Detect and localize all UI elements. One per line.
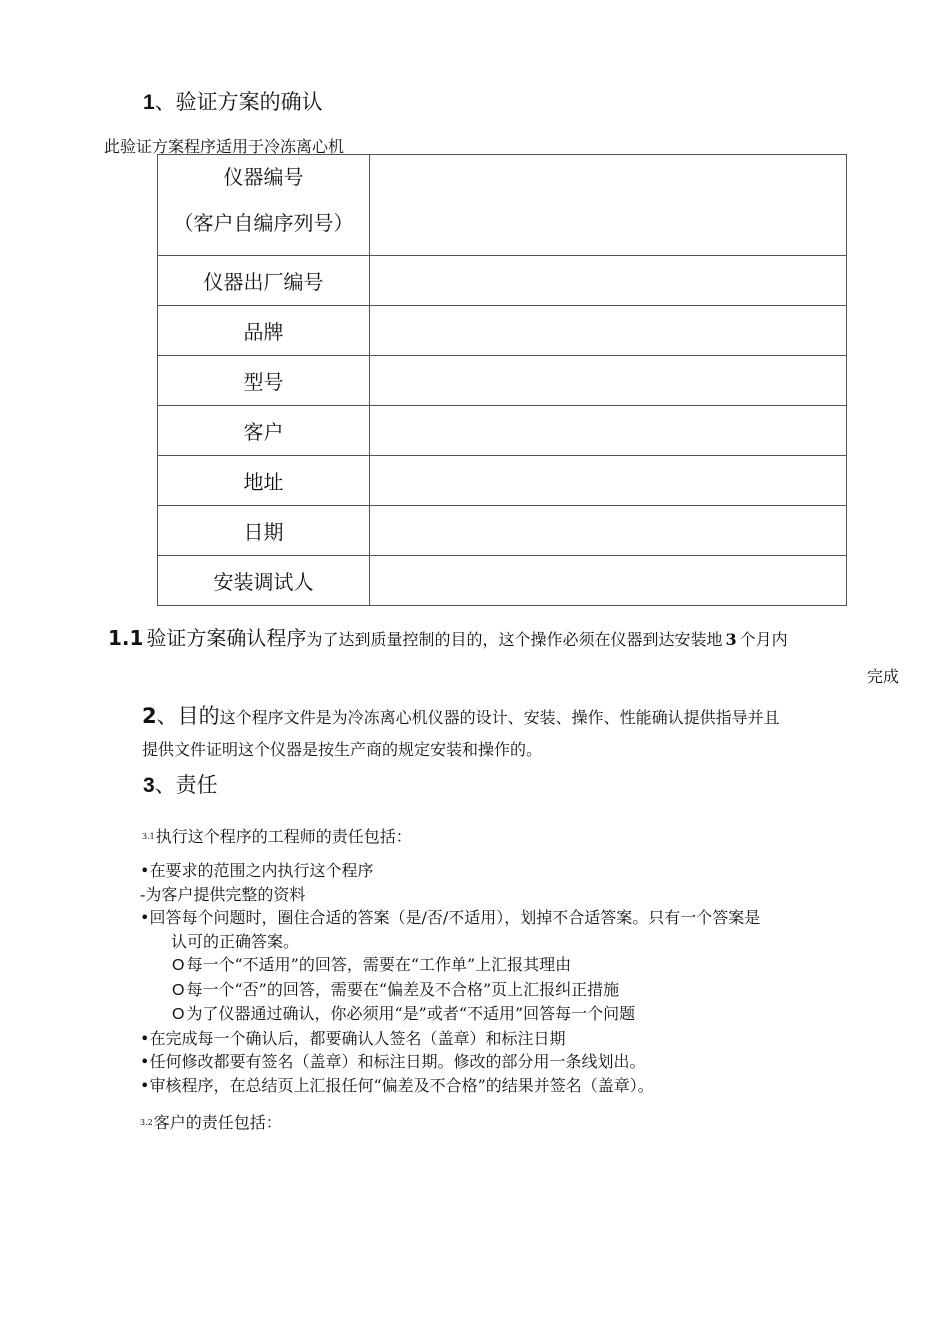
sub-3-2 (140, 1110, 282, 1133)
section-2-title: 、目的 (156, 704, 220, 728)
section-1-1-number: 1.1 (108, 626, 144, 650)
factory-number-label: 仪器出厂编号 (158, 256, 370, 306)
instrument-number-value-cell[interactable] (370, 155, 847, 256)
instrument-info-table (157, 154, 847, 606)
sub-3-1 (142, 824, 412, 847)
list-item: •在完成每一个确认后，都要确认人签名（盖章）和标注日期 (140, 1028, 566, 1048)
sub-list-text: 为了仪器通过确认，你必须用“是”或者“不适用”回答每一个问题 (186, 1004, 636, 1023)
customer-value-cell[interactable] (370, 406, 847, 456)
section-1-1-line2: 完成 (867, 667, 900, 686)
section-3-number: 3 (143, 774, 155, 797)
section-1-1-months: 3 (725, 630, 737, 649)
section-3-title: 、责任 (154, 773, 218, 797)
address-label: 地址 (158, 456, 370, 506)
circle-marker-icon: O (172, 1006, 185, 1023)
section-1-number: 1 (143, 91, 155, 114)
section-2-text-line2: 提供文件证明这个仪器是按生产商的规定安装和操作的。 (142, 740, 543, 759)
list-item-continuation: 认可的正确答案。 (171, 931, 300, 951)
circle-marker-icon: O (172, 981, 185, 999)
installer-label: 安装调试人 (158, 556, 370, 606)
list-item: •回答每个问题时，圈住合适的答案（是/否/不适用），划掉不合适答案。只有一个答案是 (140, 908, 761, 927)
brand-label: 品牌 (158, 306, 370, 356)
sub-list-item (140, 1002, 760, 1027)
sub-list-text: 每一个“否”的回答，需要在“偏差及不合格”页上汇报纠正措施 (186, 979, 620, 999)
section-1-heading (143, 86, 323, 116)
model-value-cell[interactable] (370, 356, 847, 406)
sub-list-text: 每一个“不适用”的回答，需要在“工作单”上汇报其理由 (186, 955, 572, 974)
sub-3-2-number: 3.2 (140, 1118, 153, 1127)
section-1-title: 、验证方案的确认 (154, 90, 323, 114)
model-label: 型号 (158, 356, 370, 406)
section-2 (142, 700, 780, 730)
sub-list-item (140, 953, 760, 978)
responsibility-list (140, 859, 760, 1097)
sub-3-2-text: 客户的责任包括： (153, 1113, 282, 1132)
table-row (158, 155, 847, 256)
brand-value-cell[interactable] (370, 306, 847, 356)
date-value-cell[interactable] (370, 506, 847, 556)
date-label: 日期 (158, 506, 370, 556)
sub-3-1-number: 3.1 (142, 832, 155, 841)
customer-label: 客户 (158, 406, 370, 456)
sub-3-1-text: 执行这个程序的工程师的责任包括： (155, 827, 412, 846)
section-1-1-text-post: 个月内 (739, 630, 788, 649)
installer-value-cell[interactable] (370, 556, 847, 606)
table-row (158, 556, 847, 606)
section-3-heading (143, 769, 218, 799)
table-row (158, 456, 847, 506)
section-1-1-title: 验证方案确认程序 (146, 626, 307, 650)
circle-marker-icon: O (172, 957, 185, 974)
section-1-1 (108, 622, 788, 651)
sub-list-item (140, 978, 760, 1003)
list-item: -为客户提供完整的资料 (140, 884, 306, 904)
section-2-number: 2 (142, 704, 157, 728)
section-2-text-line1: 这个程序文件是为冷冻离心机仪器的设计、安装、操作、性能确认提供指导并且 (219, 708, 780, 727)
list-item: •任何修改都要有签名（盖章）和标注日期。修改的部分用一条线划出。 (140, 1052, 646, 1071)
table-row (158, 406, 847, 456)
table-row (158, 356, 847, 406)
table-row (158, 256, 847, 306)
instrument-number-label-line2: （客户自编序列号） (173, 211, 354, 235)
factory-number-value-cell[interactable] (370, 256, 847, 306)
table-row (158, 306, 847, 356)
instrument-number-label-line1: 仪器编号 (223, 165, 304, 189)
address-value-cell[interactable] (370, 456, 847, 506)
section-1-1-text: 为了达到质量控制的目的，这个操作必须在仪器到达安装地 (306, 630, 723, 649)
table-row (158, 506, 847, 556)
list-item: •审核程序，在总结页上汇报任何“偏差及不合格”的结果并签名（盖章）。 (140, 1075, 654, 1095)
list-item: •在要求的范围之内执行这个程序 (140, 861, 374, 880)
intro-text: 此验证方案程序适用于冷冻离心机 (104, 137, 345, 156)
table-label-cell (158, 155, 370, 256)
instrument-number-label (158, 155, 369, 255)
